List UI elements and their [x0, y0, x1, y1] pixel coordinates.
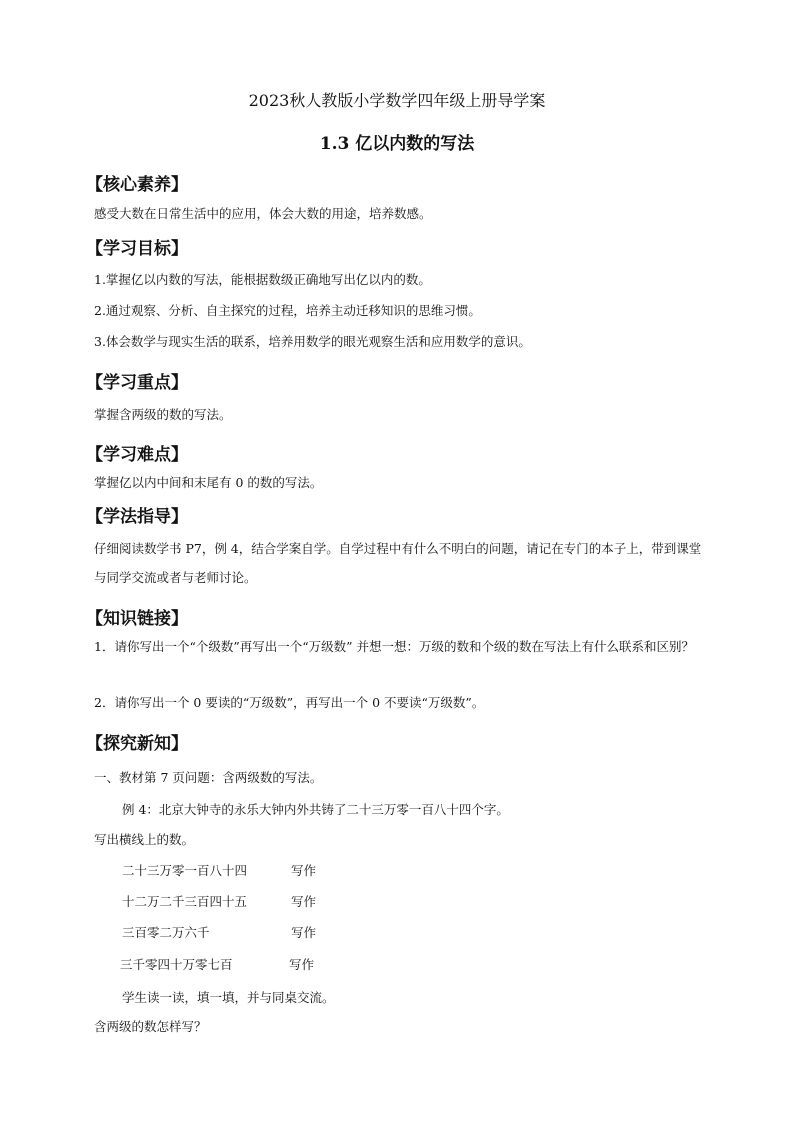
- heading-difficulty: 【学习难点】: [86, 445, 188, 465]
- key-points-text: 掌握含两级的数的写法。: [94, 407, 232, 422]
- explore-intro: 一、教材第 7 页问题：含两级数的写法。: [94, 770, 323, 785]
- exercise-write-label: 写作: [291, 863, 317, 878]
- heading-learning-goals: 【学习目标】: [86, 239, 188, 259]
- heading-core-literacy: 【核心素养】: [86, 175, 188, 195]
- example-text: 例 4：北京大钟寺的永乐大钟内外共铸了二十三万零一百八十四个字。: [122, 802, 509, 817]
- goal-item: 2.通过观察、分析、自主探究的过程，培养主动迁移知识的思维习惯。: [94, 303, 481, 318]
- goal-item: 1.掌握亿以内数的写法，能根据数级正确地写出亿以内的数。: [94, 272, 431, 287]
- document-title: 2023秋人教版小学数学四年级上册导学案: [248, 91, 546, 110]
- core-literacy-text: 感受大数在日常生活中的应用，体会大数的用途，培养数感。: [94, 206, 432, 221]
- exercise-write-label: 写作: [291, 894, 317, 909]
- instruction-text: 写出横线上的数。: [94, 832, 195, 847]
- heading-key-points: 【学习重点】: [86, 373, 188, 393]
- study-method-text: 仔细阅读数学书 P7，例 4，结合学案自学。自学过程中有什么不明白的问题，请记在专门的本子上，带到课堂与同学交流或者与老师讨论。: [94, 541, 702, 585]
- question-text: 含两级的数怎样写？: [94, 1019, 207, 1034]
- lesson-title: 1.3 亿以内数的写法: [319, 134, 475, 154]
- heading-knowledge-link: 【知识链接】: [86, 609, 188, 629]
- exercise-write-label: 写作: [291, 925, 317, 940]
- heading-study-method: 【学法指导】: [86, 507, 188, 527]
- exercise-words: 三百零二万六千: [122, 925, 210, 940]
- heading-explore: 【探究新知】: [86, 734, 188, 754]
- exercise-words: 三千零四十万零七百: [120, 957, 233, 972]
- activity-text: 学生读一读，填一填，并与同桌交流。: [122, 990, 335, 1005]
- goal-item: 3.体会数学与现实生活的联系，培养用数学的眼光观察生活和应用数学的意识。: [94, 334, 531, 349]
- knowledge-link-item: 1．请你写出一个“个级数”再写出一个“万级数” 并想一想：万级的数和个级的数在写法上有什么联系和区别？: [94, 639, 694, 654]
- exercise-words: 二十三万零一百八十四: [122, 863, 248, 878]
- difficulty-text: 掌握亿以内中间和末尾有 0 的数的写法。: [94, 475, 323, 490]
- knowledge-link-item: 2．请你写出一个 0 要读的“万级数”，再写出一个 0 不要读“万级数”。: [94, 695, 485, 710]
- exercise-write-label: 写作: [289, 957, 315, 972]
- exercise-words: 十二万二千三百四十五: [122, 894, 248, 909]
